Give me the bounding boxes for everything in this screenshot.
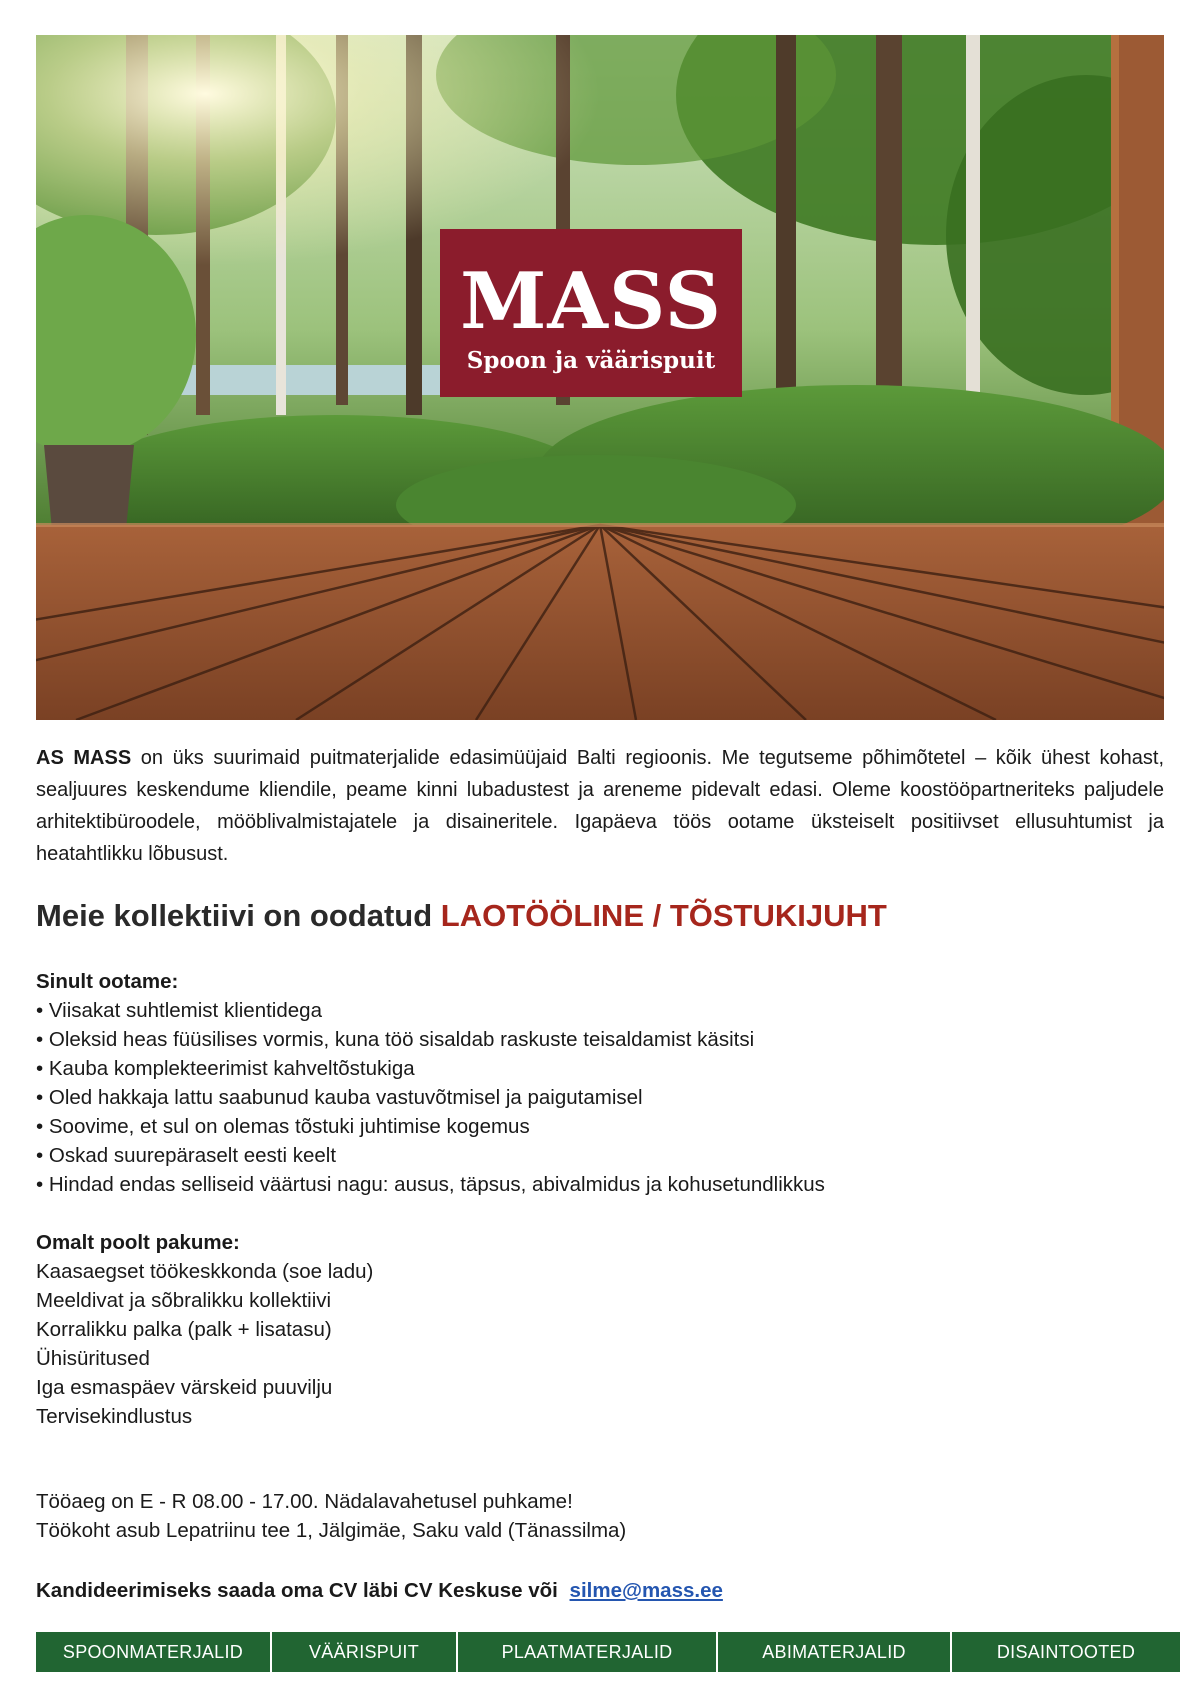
list-item: Korralikku palka (palk + lisatasu)	[36, 1318, 332, 1341]
footer-nav	[36, 1632, 1180, 1672]
intro-text: on üks suurimaid puitmaterjalide edasimüüjaid Balti regioonis. Me tegutseme põhimõtetel – kõik ühest kohast, sealjuures keskendume kliendile, peame kinni lubadustest ja areneme pidevalt edasi. Oleme koostööpartneriteks paljudele arhitektibüroodele, mööblivalmistajatele ja disaineritele. Igapäeva töös ootame üksteiselt positiivset ellusuhtumist ja heatahtlikku lõbusust.	[36, 747, 1165, 865]
list-item: • Viisakat suhtlemist klientidega	[36, 999, 322, 1022]
job-headline	[36, 898, 1164, 934]
list-item: Tervisekindlustus	[36, 1405, 193, 1428]
offer-section	[36, 1228, 1164, 1431]
nav-item-abimaterjalid[interactable]: ABIMATERJALID	[718, 1632, 950, 1672]
nav-item-disaintooted[interactable]: DISAINTOOTED	[952, 1632, 1180, 1672]
work-hours: Tööaeg on E - R 08.00 - 17.00. Nädalavahetusel puhkame!	[36, 1490, 573, 1513]
nav-item-spoonmaterjalid[interactable]: SPOONMATERJALID	[36, 1632, 270, 1672]
list-item: • Oskad suurepäraselt eesti keelt	[36, 1144, 337, 1167]
list-item: Kaasaegset töökeskkonda (soe ladu)	[36, 1260, 374, 1283]
list-item: • Oled hakkaja lattu saabunud kauba vastuvõtmisel ja paigutamisel	[36, 1086, 643, 1109]
company-intro	[36, 742, 1164, 870]
apply-text: Kandideerimiseks saada oma CV läbi CV Keskuse või	[36, 1579, 564, 1602]
list-item: • Hindad endas selliseid väärtusi nagu: ausus, täpsus, abivalmidus ja kohusetundlikkus	[36, 1173, 825, 1196]
work-location: Töökoht asub Lepatriinu tee 1, Jälgimäe, Saku vald (Tänassilma)	[36, 1519, 627, 1542]
brand-name: MASS	[460, 256, 722, 347]
job-position: LAOTÖÖLINE / TÕSTUKIJUHT	[440, 898, 887, 933]
apply-line	[36, 1576, 1164, 1605]
email-link[interactable]: silme@mass.ee	[569, 1579, 723, 1602]
list-item: Ühisüritused	[36, 1347, 150, 1370]
brand-tagline: Spoon ja väärispuit	[466, 347, 716, 374]
offer-title: Omalt poolt pakume:	[36, 1231, 240, 1254]
list-item: Iga esmaspäev värskeid puuvilju	[36, 1376, 333, 1399]
work-info-section	[36, 1487, 1164, 1545]
nav-item-plaatmaterjalid[interactable]: PLAATMATERJALID	[458, 1632, 716, 1672]
headline-lead: Meie kollektiivi on oodatud	[36, 898, 441, 933]
requirements-section	[36, 967, 1164, 1199]
list-item: • Soovime, et sul on olemas tõstuki juhtimise kogemus	[36, 1115, 530, 1138]
list-item: • Kauba komplekteerimist kahveltõstukiga	[36, 1057, 415, 1080]
list-item: Meeldivat ja sõbralikku kollektiivi	[36, 1289, 332, 1312]
requirements-title: Sinult ootame:	[36, 970, 179, 993]
nav-item-vaarispuit[interactable]: VÄÄRISPUIT	[272, 1632, 456, 1672]
brand-logo	[440, 229, 742, 397]
hero-image	[36, 35, 1164, 720]
list-item: • Oleksid heas füüsilises vormis, kuna töö sisaldab raskuste teisaldamist käsitsi	[36, 1028, 755, 1051]
company-name: AS MASS	[36, 747, 132, 769]
